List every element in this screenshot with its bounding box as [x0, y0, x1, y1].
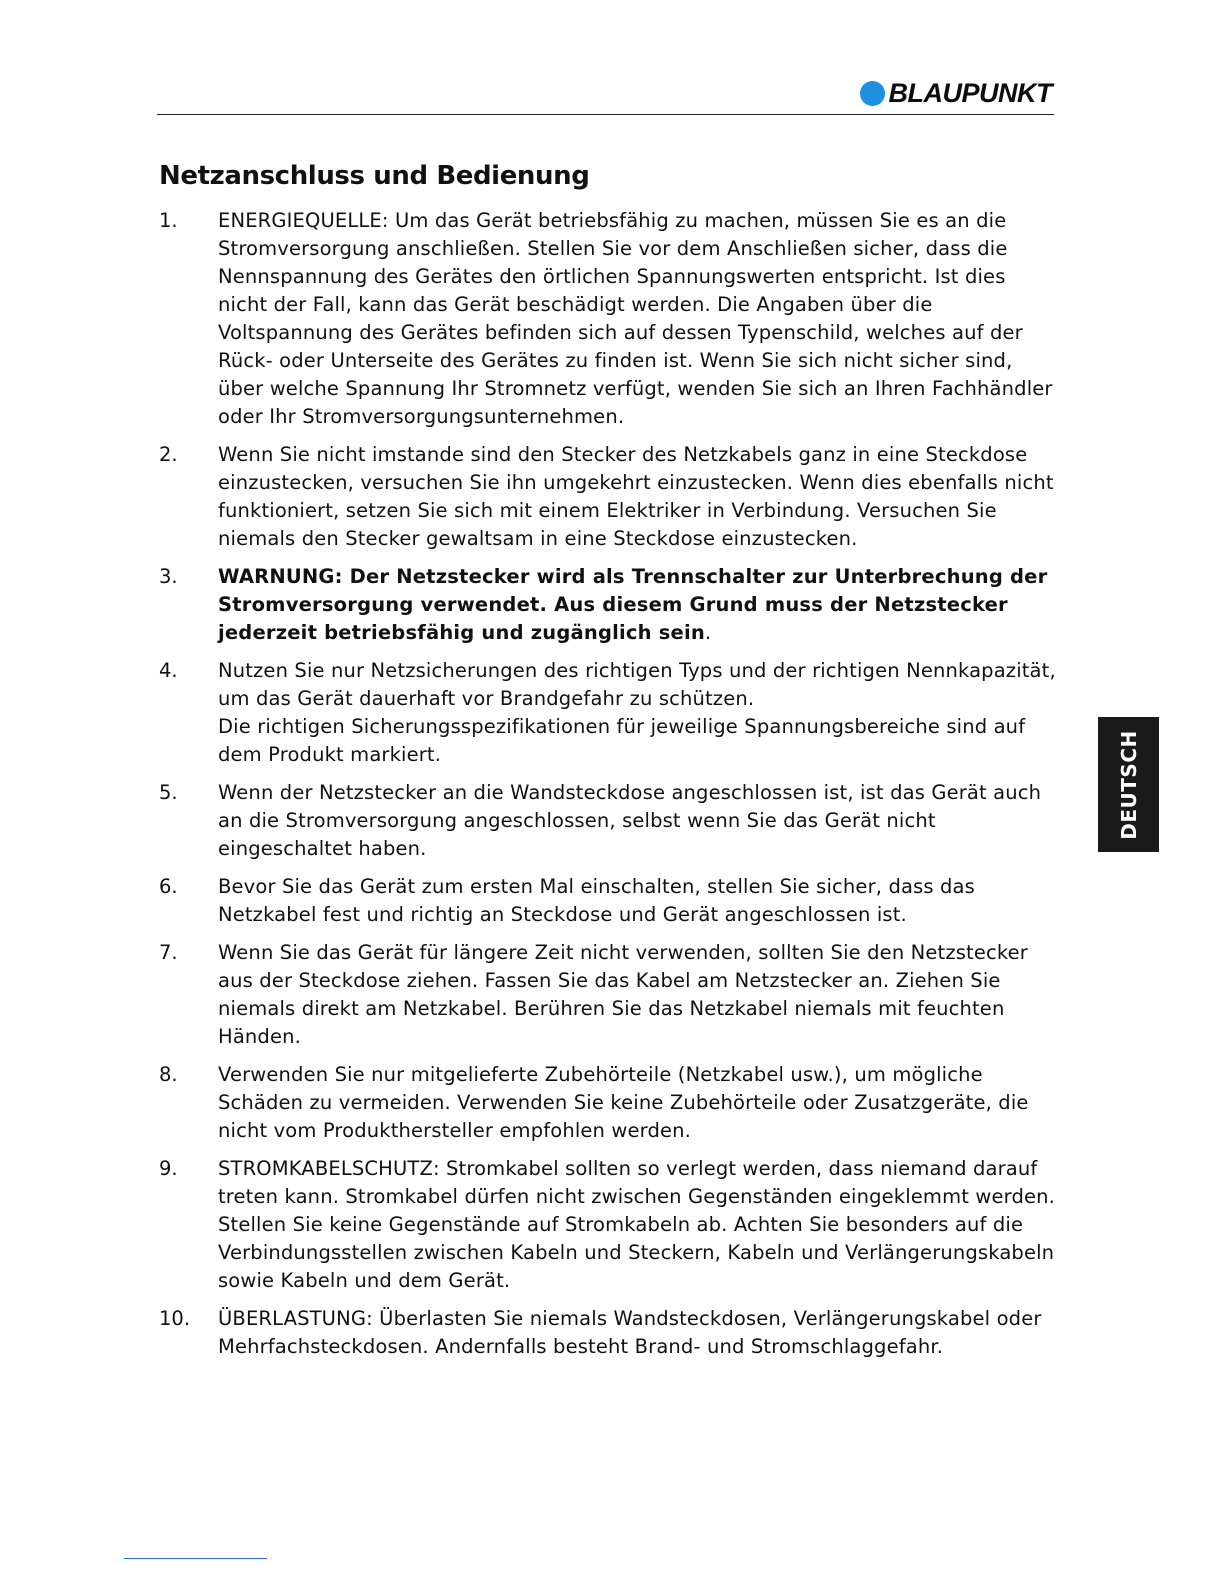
item-number: 2. — [159, 443, 178, 466]
item-number: 7. — [159, 941, 178, 964]
language-tab — [1098, 717, 1159, 852]
item-text: ENERGIEQUELLE: Um das Gerät betriebsfähig zu machen, müssen Sie es an die Stromversorgung anschließen. Stellen Sie vor dem Anschließen sicher, dass die Nennspannung des Gerätes den örtlichen Spannungswerten entspricht. Ist dies nicht der Fall, kann das Gerät beschädigt werden. Die Angaben über die Voltspannung des Gerätes befinden sich auf dessen Typenschild, welches auf der Rück- oder Unterseite des Gerätes zu finden ist. Wenn Sie sich nicht sicher sind, über welche Spannung Ihr Stromnetz verfügt, wenden Sie sich an Ihren Fachhändler oder Ihr Stromversorgungsunternehmen. — [218, 209, 1053, 428]
language-tab-label: DEUTSCH — [1116, 729, 1141, 840]
brand-dot-icon — [860, 81, 885, 106]
item-number: 3. — [159, 565, 178, 588]
list-item — [159, 207, 1059, 431]
item-number: 4. — [159, 659, 178, 682]
list-item — [159, 779, 1059, 863]
list-item — [159, 657, 1059, 769]
list-item — [159, 1061, 1059, 1145]
list-item — [159, 939, 1059, 1051]
brand-name: BLAUPUNKT — [888, 77, 1052, 108]
item-text: ÜBERLASTUNG: Überlasten Sie niemals Wandsteckdosen, Verlängerungskabel oder Mehrfachsteckdosen. Andernfalls besteht Brand- und Stromschlaggefahr. — [218, 1307, 1042, 1358]
list-item — [159, 441, 1059, 553]
brand-logo — [860, 78, 1053, 108]
item-number: 6. — [159, 875, 178, 898]
item-text: Wenn Sie das Gerät für längere Zeit nicht verwenden, sollten Sie den Netzstecker aus der Steckdose ziehen. Fassen Sie das Kabel am Netzstecker an. Ziehen Sie niemals direkt am Netzkabel. Berühren Sie das Netzkabel niemals mit feuchten Händen. — [218, 941, 1028, 1048]
item-paragraph: Die richtigen Sicherungsspezifikationen für jeweilige Spannungsbereiche sind auf dem Produkt markiert. — [218, 715, 1026, 766]
page-header — [157, 74, 1054, 115]
item-number: 8. — [159, 1063, 178, 1086]
item-text: Bevor Sie das Gerät zum ersten Mal einschalten, stellen Sie sicher, dass das Netzkabel fest und richtig an Steckdose und Gerät angeschlossen ist. — [218, 875, 975, 926]
item-text: Wenn der Netzstecker an die Wandsteckdose angeschlossen ist, ist das Gerät auch an die Stromversorgung angeschlossen, selbst wenn Sie das Gerät nicht eingeschaltet haben. — [218, 781, 1042, 860]
page-title: Netzanschluss und Bedienung — [159, 161, 590, 191]
item-number: 10. — [159, 1307, 191, 1330]
item-number: 9. — [159, 1157, 178, 1180]
list-item — [159, 1305, 1059, 1361]
footnote-divider — [124, 1558, 267, 1559]
item-text — [218, 563, 1059, 647]
item-text: STROMKABELSCHUTZ: Stromkabel sollten so verlegt werden, dass niemand darauf treten kann. Stromkabel dürfen nicht zwischen Gegenständen eingeklemmt werden. Stellen Sie keine Gegenstände auf Stromkabeln ab. Achten Sie besonders auf die Verbindungsstellen zwischen Kabeln und Steckern, Kabeln und Verlängerungskabeln sowie Kabeln und dem Gerät. — [218, 1157, 1055, 1292]
item-text: Verwenden Sie nur mitgelieferte Zubehörteile (Netzkabel usw.), um mögliche Schäden zu vermeiden. Verwenden Sie keine Zubehörteile oder Zusatzgeräte, die nicht vom Produkthersteller empfohlen werden. — [218, 1063, 1029, 1142]
item-text: Wenn Sie nicht imstande sind den Stecker des Netzkabels ganz in eine Steckdose einzustecken, versuchen Sie ihn umgekehrt einzustecken. Wenn dies ebenfalls nicht funktioniert, setzen Sie sich mit einem Elektriker in Verbindung. Versuchen Sie niemals den Stecker gewaltsam in eine Steckdose einzustecken. — [218, 443, 1054, 550]
list-item — [159, 873, 1059, 929]
list-item — [159, 1155, 1059, 1295]
warning-text: WARNUNG: Der Netzstecker wird als Trennschalter zur Unterbrechung der Stromversorgung verwendet. Aus diesem Grund muss der Netzstecker jederzeit betriebsfähig und zugänglich sein — [218, 565, 1048, 644]
warning-trailing: . — [704, 621, 712, 644]
list-item-warning — [159, 563, 1059, 647]
item-text — [218, 657, 1059, 769]
item-number: 5. — [159, 781, 178, 804]
item-paragraph: Nutzen Sie nur Netzsicherungen des richtigen Typs und der richtigen Nennkapazität, um das Gerät dauerhaft vor Brandgefahr zu schützen. — [218, 659, 1056, 710]
item-number: 1. — [159, 209, 178, 232]
instruction-list — [159, 207, 1059, 1371]
